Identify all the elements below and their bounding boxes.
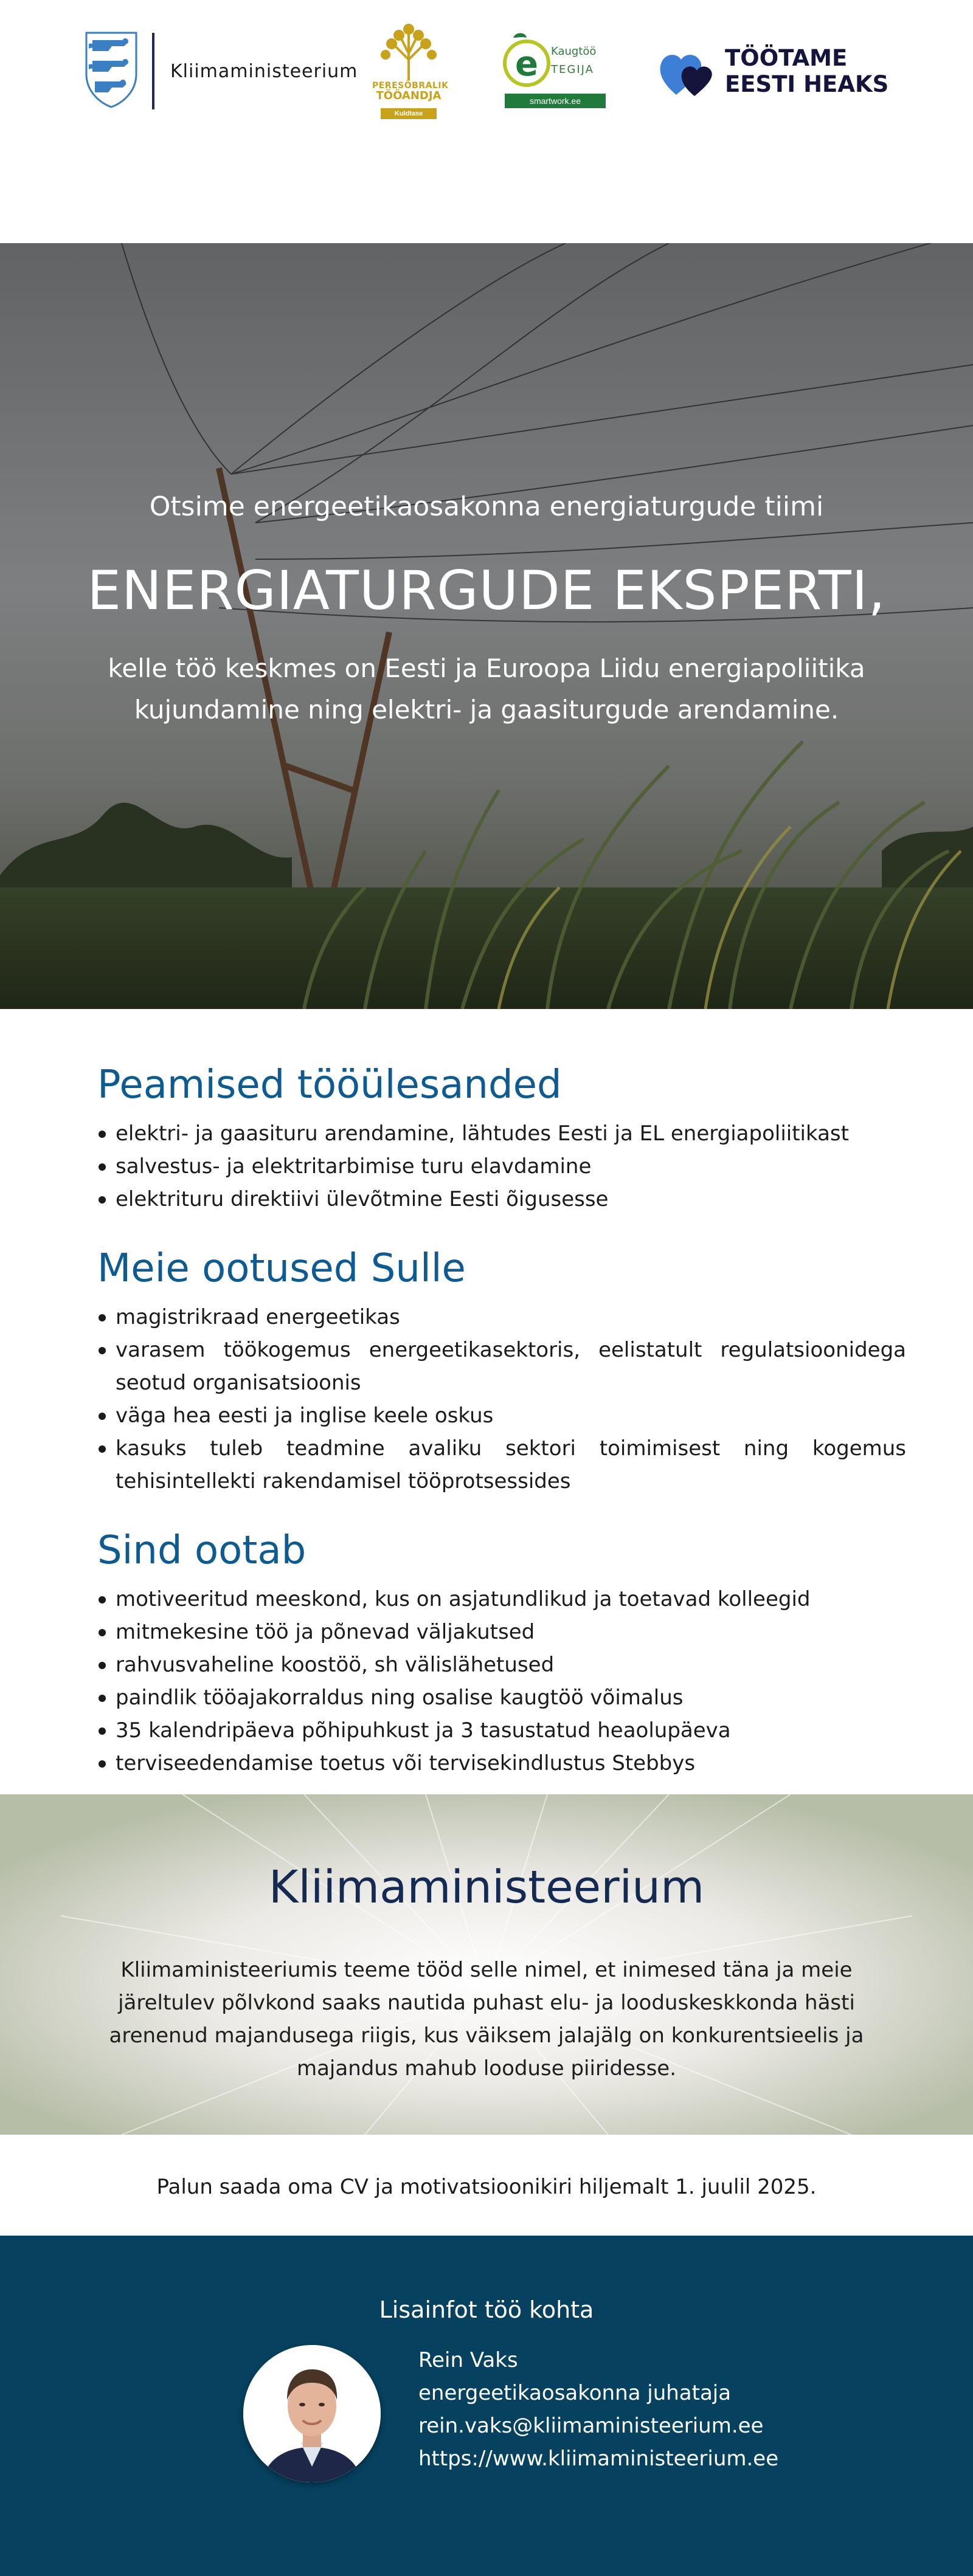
hero-title: ENERGIATURGUDE EKSPERTI, — [87, 559, 886, 622]
remote-badge-line-1: Kaugtöö — [551, 45, 597, 58]
list-item: mitmekesine töö ja põnevad väljakutsed — [97, 1616, 906, 1648]
estonian-coat-of-arms-icon — [85, 32, 137, 108]
contact-email-link[interactable]: rein.vaks@kliimaministeerium.ee — [418, 2414, 764, 2438]
list-item: väga hea eesti ja inglise keele oskus — [97, 1399, 906, 1432]
badge-line-1: PERESÕBRALIK — [372, 81, 449, 91]
contact-footer — [0, 2236, 973, 2576]
remote-badge-site: smartwork.ee — [505, 94, 606, 108]
tasks-list — [97, 1117, 906, 1216]
hero-banner — [0, 243, 973, 1009]
list-item: motiveeritud meeskond, kus on asjatundlikud ja toetavad kolleegid — [97, 1583, 906, 1616]
section-heading-benefits: Sind ootab — [97, 1528, 306, 1573]
list-item: 35 kalendripäeva põhipuhkust ja 3 tasustatud heaolupäeva — [97, 1714, 906, 1747]
contact-heading: Lisainfot töö kohta — [379, 2296, 594, 2323]
list-item: terviseedendamise toetus või tervisekindlustus Stebbys — [97, 1747, 906, 1780]
person-photo-icon — [243, 2345, 381, 2482]
hearts-icon — [658, 46, 719, 101]
list-item: paindlik tööajakorraldus ning osalise kaugtöö võimalus — [97, 1681, 906, 1714]
e-leaf-icon — [499, 33, 553, 91]
list-item: rahvusvaheline koostöö, sh välislähetused — [97, 1648, 906, 1681]
remote-badge-line-2: TEGIJA — [551, 63, 594, 76]
benefits-list — [97, 1583, 906, 1780]
ministry-description: Kliimaministeeriumis teeme tööd selle nimel, et inimesed täna ja meie järeltulev põlvkond saaks nautida puhast elu- ja looduskeskkonda hästi arenenud majandusega riigis, kus väiksem jalajälg on konkurentsieelis ja majandus mahub looduse piiridesse. — [109, 1958, 864, 2081]
contact-name: Rein Vaks — [418, 2348, 518, 2372]
application-deadline: Palun saada oma CV ja motivatsioonikiri hiljemalt 1. juulil 2025. — [156, 2175, 817, 2199]
ministry-logo — [85, 32, 358, 111]
family-friendly-employer-badge — [372, 23, 449, 120]
logo-divider — [152, 33, 154, 109]
list-item: magistrikraad energeetikas — [97, 1301, 906, 1334]
list-item: kasuks tuleb teadmine avaliku sektori toimimisest ning kogemus tehisintellekti rakendamisel tööprotsessides — [97, 1432, 906, 1498]
contact-website-link[interactable]: https://www.kliimaministeerium.ee — [418, 2447, 779, 2471]
contact-role: energeetikaosakonna juhataja — [418, 2381, 732, 2405]
list-item: elektrituru direktiivi ülevõtmine Eesti õigusesse — [97, 1183, 906, 1216]
section-heading-expectations: Meie ootused Sulle — [97, 1246, 466, 1291]
svg-text:e: e — [515, 44, 538, 84]
list-item: elektri- ja gaasituru arendamine, lähtudes Eesti ja EL energiapoliitikast — [97, 1117, 906, 1150]
remote-work-badge — [499, 33, 608, 112]
ministry-intro-banner — [0, 1794, 973, 2135]
dandelion-tree-icon — [372, 23, 445, 81]
avatar — [243, 2345, 381, 2482]
section-heading-tasks: Peamised tööülesanded — [97, 1062, 562, 1107]
campaign-line-1: TÖÖTAME — [725, 45, 848, 71]
contact-details — [418, 2344, 905, 2475]
list-item: salvestus- ja elektritarbimise turu elavdamine — [97, 1150, 906, 1183]
badge-line-2: TÖÖANDJA — [376, 89, 441, 102]
hero-intro: Otsime energeetikaosakonna energiaturgude tiimi — [149, 491, 824, 522]
campaign-logo — [658, 43, 889, 103]
list-item: varasem töökogemus energeetikasektoris, eelistatult regulatsioonidega seotud organisatsioonis — [97, 1334, 906, 1399]
logo-bar — [0, 0, 973, 243]
badge-level: Kuldtase — [381, 108, 437, 119]
expectations-list — [97, 1301, 906, 1498]
campaign-line-2: EESTI HEAKS — [725, 71, 889, 97]
ministry-logo-text: Kliimaministeerium — [170, 61, 358, 82]
hero-description: kelle töö keskmes on Eesti ja Euroopa Liidu energiapoliitika kujundamine ning elektri- ja gaasiturgude arendamine. — [108, 653, 865, 725]
job-details — [97, 1058, 906, 1805]
ministry-title: Kliimaministeerium — [268, 1861, 705, 1913]
